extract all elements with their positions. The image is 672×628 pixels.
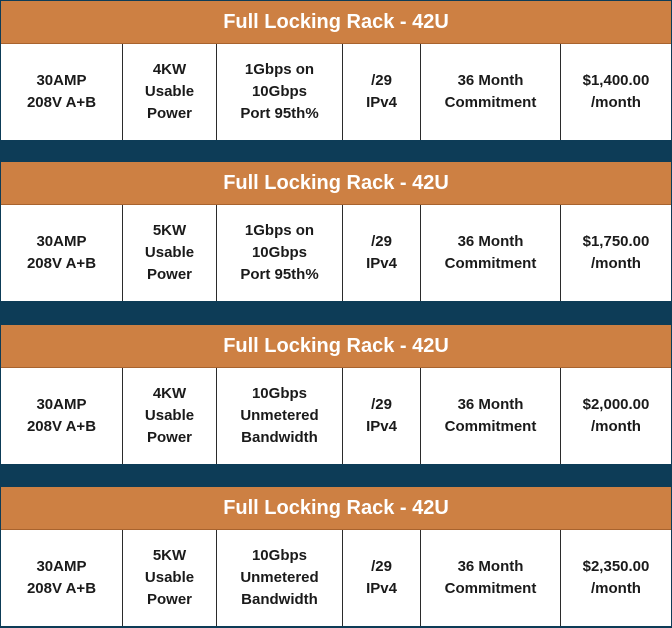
bandwidth-cell: 10Gbps Unmetered Bandwidth bbox=[217, 368, 343, 464]
ip-cell: /29 IPv4 bbox=[343, 205, 421, 301]
bandwidth-cell: 10Gbps Unmetered Bandwidth bbox=[217, 530, 343, 626]
ip-cell: /29 IPv4 bbox=[343, 44, 421, 140]
power-cell: 4KW Usable Power bbox=[123, 44, 217, 140]
term-cell: 36 Month Commitment bbox=[421, 368, 561, 464]
power-cell: 5KW Usable Power bbox=[123, 205, 217, 301]
plan-card bbox=[1, 162, 671, 301]
amperage-cell: 30AMP 208V A+B bbox=[1, 44, 123, 140]
plan-specs-row bbox=[1, 530, 671, 626]
amperage-cell: 30AMP 208V A+B bbox=[1, 205, 123, 301]
plan-card bbox=[1, 1, 671, 140]
power-cell: 5KW Usable Power bbox=[123, 530, 217, 626]
price-cell: $2,000.00 /month bbox=[582, 396, 650, 435]
ip-cell: /29 IPv4 bbox=[343, 530, 421, 626]
amperage-cell: 30AMP 208V A+B bbox=[1, 368, 123, 464]
term-cell: 36 Month Commitment bbox=[421, 530, 561, 626]
price-cell: $2,350.00 /month bbox=[582, 558, 650, 597]
price-cell: $1,400.00 /month bbox=[582, 72, 650, 111]
amperage-cell: 30AMP 208V A+B bbox=[1, 530, 123, 626]
plan-title: Full Locking Rack - 42U bbox=[1, 1, 671, 44]
term-cell: 36 Month Commitment bbox=[421, 44, 561, 140]
plan-specs-row bbox=[1, 44, 671, 140]
plan-title: Full Locking Rack - 42U bbox=[1, 325, 671, 368]
plan-card bbox=[1, 487, 671, 626]
plan-specs-row bbox=[1, 205, 671, 301]
price-cell: $1,750.00 /month bbox=[582, 233, 650, 272]
plan-title: Full Locking Rack - 42U bbox=[1, 162, 671, 205]
plan-title: Full Locking Rack - 42U bbox=[1, 487, 671, 530]
power-cell: 4KW Usable Power bbox=[123, 368, 217, 464]
bandwidth-cell: 1Gbps on 10Gbps Port 95th% bbox=[217, 44, 343, 140]
term-cell: 36 Month Commitment bbox=[421, 205, 561, 301]
ip-cell: /29 IPv4 bbox=[343, 368, 421, 464]
plan-specs-row bbox=[1, 368, 671, 464]
bandwidth-cell: 1Gbps on 10Gbps Port 95th% bbox=[217, 205, 343, 301]
plan-card bbox=[1, 325, 671, 464]
